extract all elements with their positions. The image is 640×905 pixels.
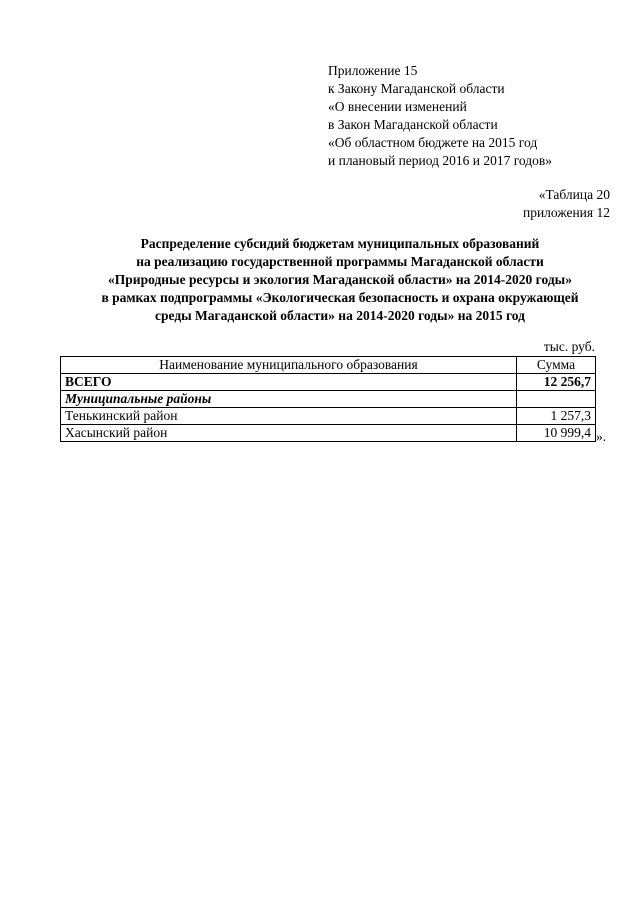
- title-line: в рамках подпрограммы «Экологическая безопасность и охрана окружающей: [101, 290, 579, 305]
- document-title: [40, 235, 640, 325]
- total-name-cell: ВСЕГО: [61, 374, 517, 391]
- table-total-row: [61, 374, 596, 391]
- title-line: «Природные ресурсы и экология Магаданской области» на 2014-2020 годы»: [108, 272, 572, 287]
- title-line: на реализацию государственной программы Магаданской области: [136, 254, 544, 269]
- table-header-row: [61, 357, 596, 374]
- table-reference: [523, 186, 610, 222]
- appendix-line: и плановый период 2016 и 2017 годов»: [328, 153, 553, 168]
- row-sum-cell: 1 257,3: [517, 408, 596, 425]
- appendix-line: в Закон Магаданской области: [328, 117, 498, 132]
- total-sum-cell: 12 256,7: [517, 374, 596, 391]
- row-sum-cell: 10 999,4: [517, 425, 596, 442]
- row-name-cell: Хасынский район: [61, 425, 517, 442]
- group-sum-cell: [517, 391, 596, 408]
- group-name-cell: Муниципальные районы: [61, 391, 517, 408]
- row-name-cell: Тенькинский район: [61, 408, 517, 425]
- appendix-line: Приложение 15: [328, 63, 418, 78]
- title-line: среды Магаданской области» на 2014-2020 годы» на 2015 год: [155, 308, 525, 323]
- table-group-row: [61, 391, 596, 408]
- appendix-line: «О внесении изменений: [328, 99, 467, 114]
- closing-quote-mark: ».: [596, 429, 607, 444]
- header-sum-cell: Сумма: [517, 357, 596, 374]
- unit-label: тыс. руб.: [543, 339, 595, 354]
- title-line: Распределение субсидий бюджетам муниципальных образований: [140, 236, 540, 251]
- table-reference-line: «Таблица 20: [538, 187, 610, 202]
- table-row: [61, 425, 596, 442]
- subsidy-table: [60, 356, 596, 442]
- table-row: [61, 408, 596, 425]
- table-reference-line: приложения 12: [522, 205, 610, 220]
- header-name-cell: Наименование муниципального образования: [61, 357, 517, 374]
- appendix-line: к Закону Магаданской области: [328, 81, 505, 96]
- appendix-line: «Об областном бюджете на 2015 год: [328, 135, 538, 150]
- appendix-header: [328, 62, 552, 170]
